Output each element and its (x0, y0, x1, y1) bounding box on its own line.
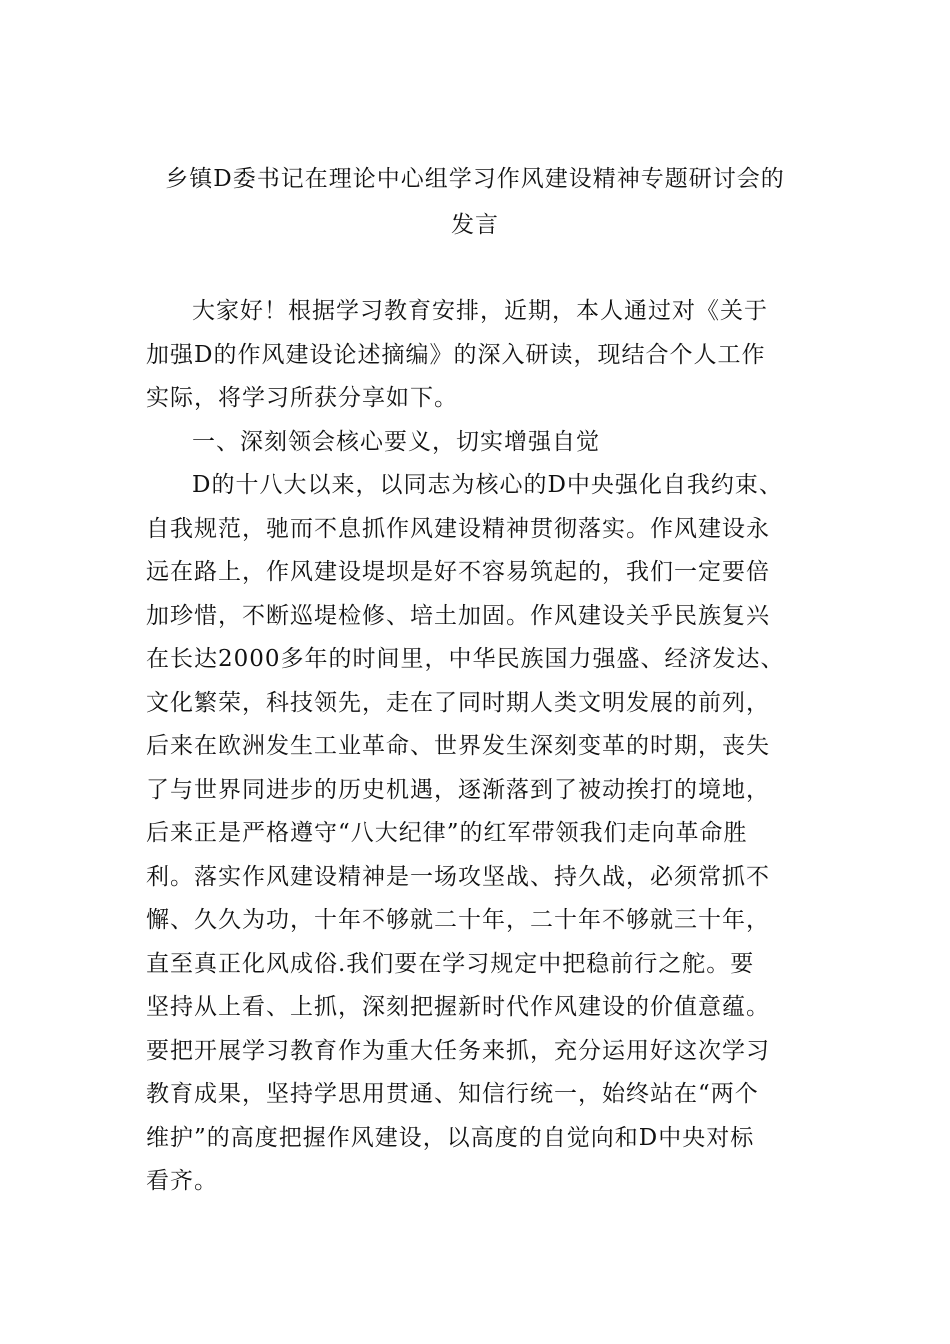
text-line: 在长达2000多年的时间里，中华民族国力强盛、经济发达、 (146, 646, 785, 672)
text-line: 后来在欧洲发生工业革命、世界发生深刻变革的时期，丧失 (146, 733, 770, 759)
text-line: 坚持从上看、上抓，深刻把握新时代作风建设的价值意蕴。 (146, 994, 770, 1020)
text-line: 大家好！根据学习教育安排，近期，本人通过对《关于 (192, 298, 768, 324)
text-line: 实际，将学习所获分享如下。 (146, 385, 458, 411)
section-heading-text: 一、深刻领会核心要义，切实增强自觉 (192, 428, 600, 455)
paragraph-greeting (146, 290, 826, 421)
text-line: 加强D的作风建设论述摘编》的深入研读，现结合个人工作 (146, 341, 766, 368)
text-line: 看齐。 (146, 1168, 218, 1194)
text-line: 远在路上，作风建设堤坝是好不容易筑起的，我们一定要倍 (146, 559, 770, 585)
text-line: 教育成果，坚持学思用贯通、知信行统一，始终站在“两个 (146, 1081, 759, 1107)
text-line: 文化繁荣，科技领先，走在了同时期人类文明发展的前列， (146, 689, 770, 716)
title-line-1: 乡镇D委书记在理论中心组学习作风建设精神专题研讨会的 (165, 166, 785, 192)
text-line: 懈、久久为功，十年不够就二十年，二十年不够就三十年， (146, 907, 770, 933)
paragraph-main (146, 464, 826, 1204)
text-line: 维护”的高度把握作风建设，以高度的自觉向和D中央对标 (146, 1124, 755, 1151)
section-heading-1 (146, 421, 826, 465)
document-title (130, 156, 820, 248)
title-line-2: 发言 (451, 212, 499, 238)
text-line: 利。落实作风建设精神是一场攻坚战、持久战，必须常抓不 (146, 863, 770, 890)
text-line: 了与世界同进步的历史机遇，逐渐落到了被动挨打的境地， (146, 776, 770, 803)
text-line: D的十八大以来，以同志为核心的D中央强化自我约束、 (192, 472, 783, 498)
document-body (146, 290, 826, 1204)
text-line: 后来正是严格遵守“八大纪律”的红军带领我们走向革命胜 (146, 820, 748, 846)
text-line: 直至真正化风成俗.我们要在学习规定中把稳前行之舵。要 (146, 950, 755, 977)
text-line: 要把开展学习教育作为重大任务来抓，充分运用好这次学习 (146, 1037, 770, 1064)
text-line: 加珍惜，不断巡堤检修、培土加固。作风建设关乎民族复兴 (146, 602, 770, 629)
text-line: 自我规范，驰而不息抓作风建设精神贯彻落实。作风建设永 (146, 515, 770, 542)
